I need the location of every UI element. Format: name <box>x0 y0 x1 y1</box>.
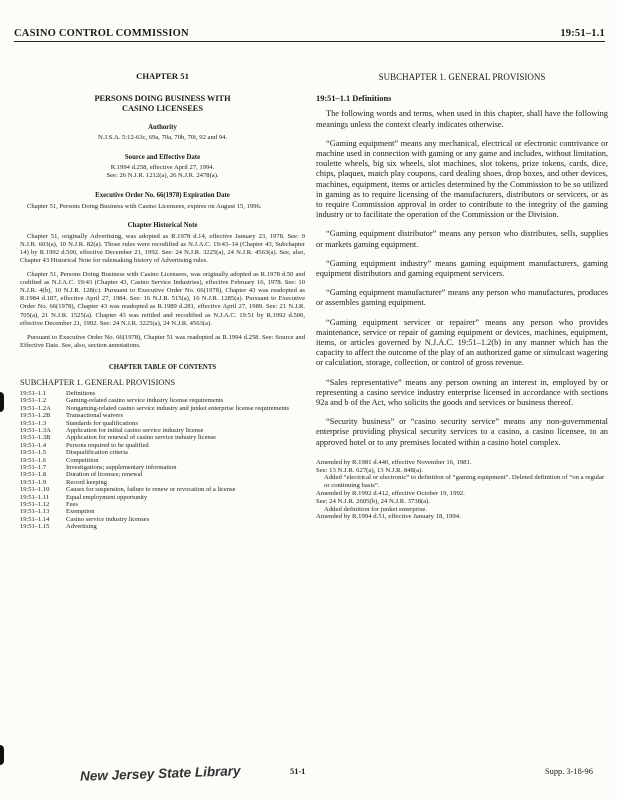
header-section: 19:51–1.1 <box>560 28 605 39</box>
toc-section-number: 19:51–1.2B <box>20 412 51 420</box>
toc-row <box>20 471 305 478</box>
source-heading: Source and Effective Date <box>124 153 201 161</box>
toc-section-title: Competition <box>66 456 99 464</box>
history-paragraph: Pursuant to Executive Order No. 66(1978), Chapter 51 was readopted as R.1994 d.258. See: Source and Effective Date. See, also, section annotations. <box>20 334 305 350</box>
toc-section-title: Record keeping <box>66 478 107 486</box>
toc-row <box>20 479 305 486</box>
toc-row <box>20 427 305 434</box>
toc-section-number: 19:51–1.12 <box>20 500 50 508</box>
chapter-number: CHAPTER 51 <box>136 71 189 81</box>
toc-section-title: Application for initial casino service industry license <box>66 426 204 434</box>
definitions-list <box>316 139 608 448</box>
toc-section-title: Fees <box>66 500 78 508</box>
source-line: R.1994 d.258, effective April 27, 1994. <box>110 163 215 171</box>
toc-section-number: 19:51–1.6 <box>20 456 47 464</box>
toc-section-title: Persons required to be qualified <box>66 441 149 449</box>
amendment-note: Amended by R.1994 d.51, effective January 18, 1994. <box>316 513 461 521</box>
toc-row <box>20 457 305 464</box>
toc-section-number: 19:51–1.2A <box>20 404 51 412</box>
toc-section-title: Transactional waivers <box>66 412 123 420</box>
amendment-note: Amended by R.1992 d.412, effective October 19, 1992. <box>316 490 465 498</box>
chapter-title: PERSONS DOING BUSINESS WITH CASINO LICENSEES <box>94 94 231 114</box>
definition-paragraph: “Sales representative” means any person owning an interest in, employed by or representing a casino service industry enterprise licensed in accordance with sections 92a and b of the Act, who solicits the goods and services or business thereof. <box>316 377 608 408</box>
toc-row <box>20 449 305 456</box>
amendment-note: Added definition for junket enterprise. <box>324 505 428 513</box>
toc-row <box>20 516 305 523</box>
toc-section-title: Advertising <box>66 523 97 531</box>
toc-row <box>20 412 305 419</box>
exec-order-heading: Executive Order No. 66(1978) Expiration Date <box>95 192 230 200</box>
toc-table <box>20 390 305 531</box>
toc-row <box>20 508 305 515</box>
history-heading: Chapter Historical Note <box>127 221 198 229</box>
definition-paragraph: “Gaming equipment industry” means gaming equipment manufacturers, gaming equipment distributors and gaming equipment servicers. <box>316 258 608 279</box>
source-line: See: 26 N.J.R. 1212(a), 26 N.J.R. 2478(a). <box>106 172 219 180</box>
toc-section-number: 19:51–1.7 <box>20 463 47 471</box>
supplement-date: Supp. 3-18-96 <box>545 767 593 776</box>
toc-section-number: 19:51–1.3A <box>20 426 51 434</box>
toc-section-number: 19:51–1.4 <box>20 441 47 449</box>
definition-paragraph: “Gaming equipment manufacturer” means any person who manufactures, produces or assembles gaming equipment. <box>316 288 608 308</box>
toc-section-title: Exemption <box>66 508 95 516</box>
toc-section-number: 19:51–1.1 <box>20 389 47 397</box>
toc-section-number: 19:51–1.11 <box>20 493 50 501</box>
toc-row <box>20 397 305 404</box>
toc-row <box>20 464 305 471</box>
definition-paragraph: “Gaming equipment distributor” means any person who distributes, sells, supplies or markets gaming equipment. <box>316 229 608 249</box>
toc-row <box>20 390 305 397</box>
toc-section-title: Duration of licenses; renewal <box>66 471 143 479</box>
toc-section-number: 19:51–1.3 <box>20 419 47 427</box>
margin-mark <box>0 745 4 765</box>
toc-heading: CHAPTER TABLE OF CONTENTS <box>108 364 217 372</box>
toc-section-number: 19:51–1.10 <box>20 486 50 494</box>
toc-section-number: 19:51–1.8 <box>20 471 47 479</box>
toc-subchapter: SUBCHAPTER 1. GENERAL PROVISIONS <box>20 377 176 387</box>
toc-section-title: Equal employment opportunity <box>66 493 148 501</box>
history-paragraph: Chapter 51, Persons Doing Business with Casino Licensees, was originally adopted as R.1978 d.50 and codified as N.J.A.C. 19:43 (Chapter 43, Casino Service Industries), effective February 16, 1978. See: 10 N.J.R. 4(b), 10 N.J.R. 128(c). Pursuant to Executive Order No. 66(1978), Chapter 43 was readopted as R.1984 d.187, effective April 27, 1984. See: 16 N.J.R. 515(a), 16 N.J.R. 1285(a). Pursuant to Executive Order No. 66(1978), Chapter 43 was readopted as R.1989 d.281, effective April 27, 1989. See: 21 N.J.R. 705(a), 21 N.J.R. 1525(a). Chapter 43 was retitled and recodified as N.J.A.C. 19:51 by R.1992 d.500, effective December 21, 1992. See: 24 N.J.R. 3225(a), 24 N.J.R. 4563(a). <box>20 270 305 327</box>
definition-paragraph: “Security business” or “casino security service” means any non-governmental enterprise providing physical security services to a casino, a casino licensee, to an approved hotel or to any premises located within a casino hotel complex. <box>316 417 608 447</box>
toc-section-title: Investigations; supplementary information <box>66 463 177 471</box>
toc-section-number: 19:51–1.13 <box>20 508 50 516</box>
running-header <box>14 28 605 39</box>
header-title: CASINO CONTROL COMMISSION <box>14 28 189 39</box>
amendment-note: Amended by R.1981 d.440, effective November 16, 1981. <box>316 458 472 466</box>
amendment-notes <box>316 459 608 521</box>
exec-order-text: Chapter 51, Persons Doing Business with Casino Licensees, expires on August 15, 1996. <box>27 203 262 211</box>
toc-section-title: Casino service industry licenses <box>66 515 150 523</box>
library-stamp: New Jersey State Library <box>79 763 241 784</box>
toc-row <box>20 523 305 530</box>
toc-row <box>20 434 305 441</box>
definition-paragraph: “Gaming equipment servicer or repairer” means any person who provides maintenance, service or repair of gaming equipment or devices, machines, equipment, items, or articles governed by N.J.A.C. 19:51–1.2(b) in any manner which has the capacity to affect the outcome of the play of an authorized game or simulcast wagering or calculation, storage, collection, or control of gross revenue. <box>316 317 608 368</box>
amendment-note: See: 13 N.J.R. 627(a), 13 N.J.R. 848(a). <box>316 466 423 474</box>
amendment-note: Added “electrical or electronic” to definition of “gaming equipment”. Deleted definition of “on a regular or continuing basis”. <box>324 474 605 490</box>
toc-section-number: 19:51–1.9 <box>20 478 47 486</box>
toc-section-title: Definitions <box>66 389 96 397</box>
toc-row <box>20 494 305 501</box>
toc-section-number: 19:51–1.3B <box>20 434 51 442</box>
toc-row <box>20 405 305 412</box>
left-column <box>20 72 305 531</box>
page-number: 51-1 <box>290 767 306 776</box>
authority-heading: Authority <box>148 124 177 132</box>
toc-row <box>20 420 305 427</box>
toc-row <box>20 486 305 493</box>
toc-row <box>20 442 305 449</box>
section-heading: 19:51–1.1 Definitions <box>316 94 392 104</box>
intro-paragraph: The following words and terms, when used in this chapter, shall have the following meanings unless the context clearly indicates otherwise. <box>316 109 608 129</box>
toc-section-number: 19:51–1.2 <box>20 397 47 405</box>
toc-section-title: Gaming-related casino service industry license requirements <box>66 397 224 405</box>
margin-mark <box>0 392 4 412</box>
toc-section-title: Nongaming-related casino service industry and junket enterprise license requirements <box>66 404 290 412</box>
subchapter-heading: SUBCHAPTER 1. GENERAL PROVISIONS <box>378 72 546 82</box>
authority-text: N.J.S.A. 5:12-63c, 69a, 70a, 70b, 70i, 92 and 94. <box>98 134 227 142</box>
right-column <box>316 72 608 521</box>
amendment-note: See: 24 N.J.R. 2605(b), 24 N.J.R. 3738(a). <box>316 497 431 505</box>
toc-section-number: 19:51–1.14 <box>20 515 50 523</box>
definition-paragraph: “Gaming equipment” means any mechanical, electrical or electronic contrivance or machine used in connection with gaming or any game and includes, without limitation, roulette wheels, big six wheels, slot machines, slot tokens, prize tokens, cards, dice, chips, plaques, match play coupons, card dealing shoes, drop boxes, and other devices, machines, equipment, items or articles determined by the Commission to be so utilized in gaming as to require licensing of the manufacturers, distributors or servicers, or as to require Commission approval in order to contribute to the integrity of the gaming industry or to facilitate the operation of the Commission or the Division. <box>316 138 608 220</box>
toc-row <box>20 501 305 508</box>
history-paragraph: Chapter 51, originally Advertising, was adopted as R.1978 d.14, effective January 23, 1978. See: 9 N.J.R. 603(a), 10 N.J.R. 82(a). Those rules were recodified as N.J.A.C. 19:43–14 (Chapter 43, Subchapter 14) by R.1992 d.500, effective December 21, 1992. See: 24 N.J.R. 3225(a), 24 N.J.R. 4563(a). See, also, Chapter 43 Historical Note for rulemaking history of Advertising rules. <box>20 232 305 265</box>
toc-section-title: Causes for suspension, failure to renew or revocation of a license <box>66 486 236 494</box>
toc-section-number: 19:51–1.15 <box>20 523 50 531</box>
toc-section-title: Application for renewal of casino service industry license <box>66 434 216 442</box>
toc-section-title: Standards for qualifications <box>66 419 138 427</box>
header-rule <box>14 41 605 42</box>
toc-section-title: Disqualification criteria <box>66 449 128 457</box>
toc-section-number: 19:51–1.5 <box>20 449 47 457</box>
